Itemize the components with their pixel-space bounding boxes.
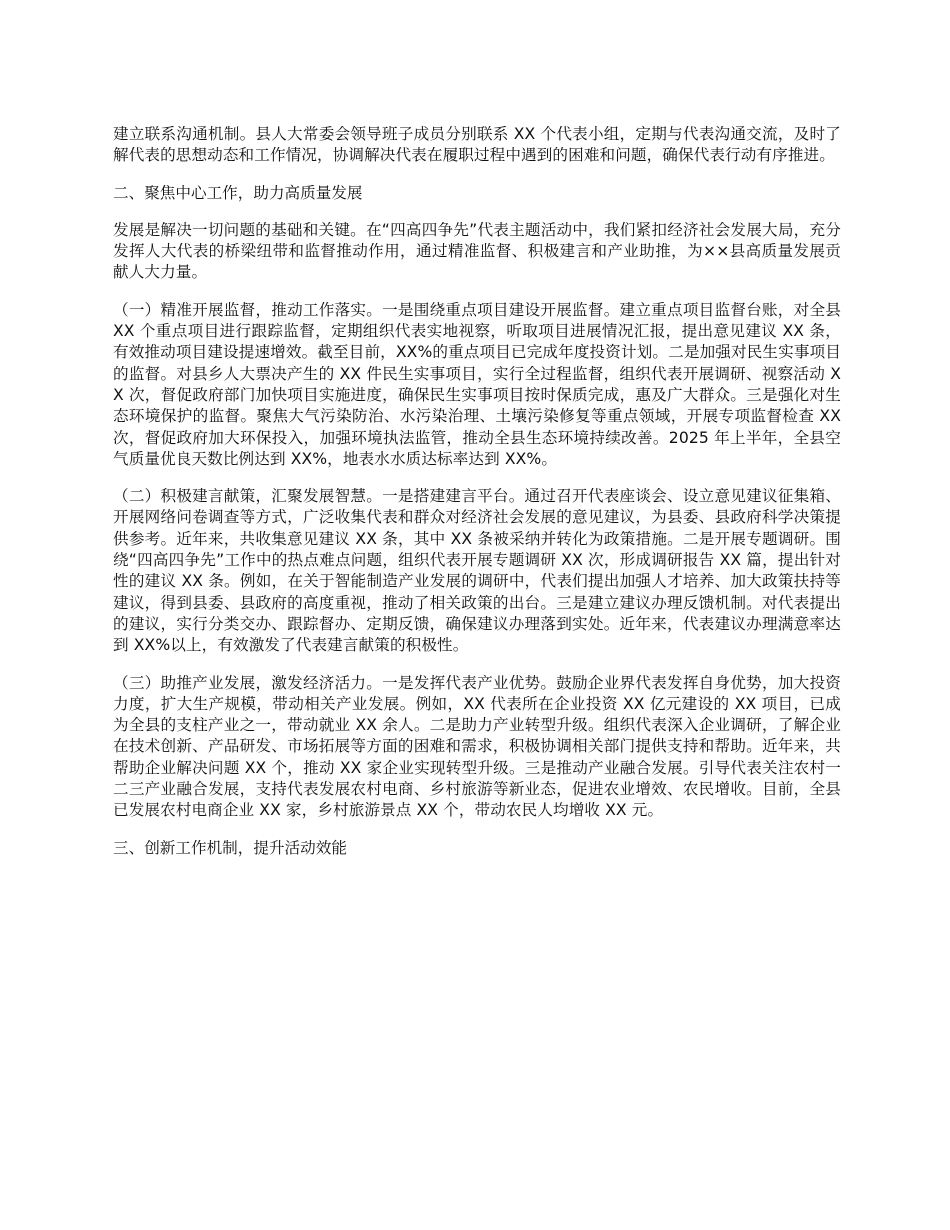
paragraph-development-intro: 发展是解决一切问题的基础和关键。在“四高四争先”代表主题活动中，我们紧扣经济社会发展大局，充分发挥人大代表的桥梁纽带和监督推动作用，通过精准监督、积极建言和产业助推，为××县高质量发展贡献人大力量。 bbox=[113, 220, 841, 282]
paragraph-supervision: （一）精准开展监督，推动工作落实。一是围绕重点项目建设开展监督。建立重点项目监督台账，对全县 XX 个重点项目进行跟踪监督，定期组织代表实地视察，听取项目进展情况汇报，提出意见建议 XX 条，有效推动项目建设提速增效。截至目前，XX%的重点项目已完成年度投资计划。二是加强对民生实事项目的监督。对县乡人大票决产生的 XX 件民生实事项目，实行全过程监督，组织代表开展调研、视察活动 XX 次，督促政府部门加快项目实施进度，确保民生实事项目按时保质完成，惠及广大群众。三是强化对生态环境保护的监督。聚焦大气污染防治、水污染治理、土壤污染修复等重点领域，开展专项监督检查 XX 次，督促政府加大环保投入，加强环境执法监管，推动全县生态环境持续改善。2025 年上半年，全县空气质量优良天数比例达到 XX%，地表水水质达标率达到 XX%。 bbox=[113, 300, 841, 468]
paragraph-contact-mechanism: 建立联系沟通机制。县人大常委会领导班子成员分别联系 XX 个代表小组，定期与代表沟通交流，及时了解代表的思想动态和工作情况，协调解决代表在履职过程中遇到的困难和问题，确保代表行动有序推进。 bbox=[113, 125, 841, 165]
section-heading-2: 二、聚焦中心工作，助力高质量发展 bbox=[113, 183, 363, 202]
document-page bbox=[113, 124, 841, 875]
paragraph-industry: （三）助推产业发展，激发经济活力。一是发挥代表产业优势。鼓励企业界代表发挥自身优势，加大投资力度，扩大生产规模，带动相关产业发展。例如，XX 代表所在企业投资 XX 亿元建设的 XX 项目，已成为全县的支柱产业之一，带动就业 XX 余人。二是助力产业转型升级。组织代表深入企业调研，了解企业在技术创新、产品研发、市场拓展等方面的困难和需求，积极协调相关部门提供支持和帮助。近年来，共帮助企业解决问题 XX 个，推动 XX 家企业实现转型升级。三是推动产业融合发展。引导代表关注农村一二三产业融合发展，支持代表发展农村电商、乡村旅游等新业态，促进农业增效、农民增收。目前，全县已发展农村电商企业 XX 家，乡村旅游景点 XX 个，带动农民人均增收 XX 元。 bbox=[113, 673, 841, 820]
section-heading-3: 三、创新工作机制，提升活动效能 bbox=[113, 838, 347, 857]
paragraph-suggestions: （二）积极建言献策，汇聚发展智慧。一是搭建建言平台。通过召开代表座谈会、设立意见建议征集箱、开展网络问卷调查等方式，广泛收集代表和群众对经济社会发展的意见建议，为县委、县政府科学决策提供参考。近年来，共收集意见建议 XX 条，其中 XX 条被采纳并转化为政策措施。二是开展专题调研。围绕“四高四争先”工作中的热点难点问题，组织代表开展专题调研 XX 次，形成调研报告 XX 篇，提出针对性的建议 XX 条。例如，在关于智能制造产业发展的调研中，代表们提出加强人才培养、加大政策扶持等建议，得到县委、县政府的高度重视，推动了相关政策的出台。三是建立建议办理反馈机制。对代表提出的建议，实行分类交办、跟踪督办、定期反馈，确保建议办理落到实处。近年来，代表建议办理满意率达到 XX%以上，有效激发了代表建言献策的积极性。 bbox=[113, 487, 841, 655]
